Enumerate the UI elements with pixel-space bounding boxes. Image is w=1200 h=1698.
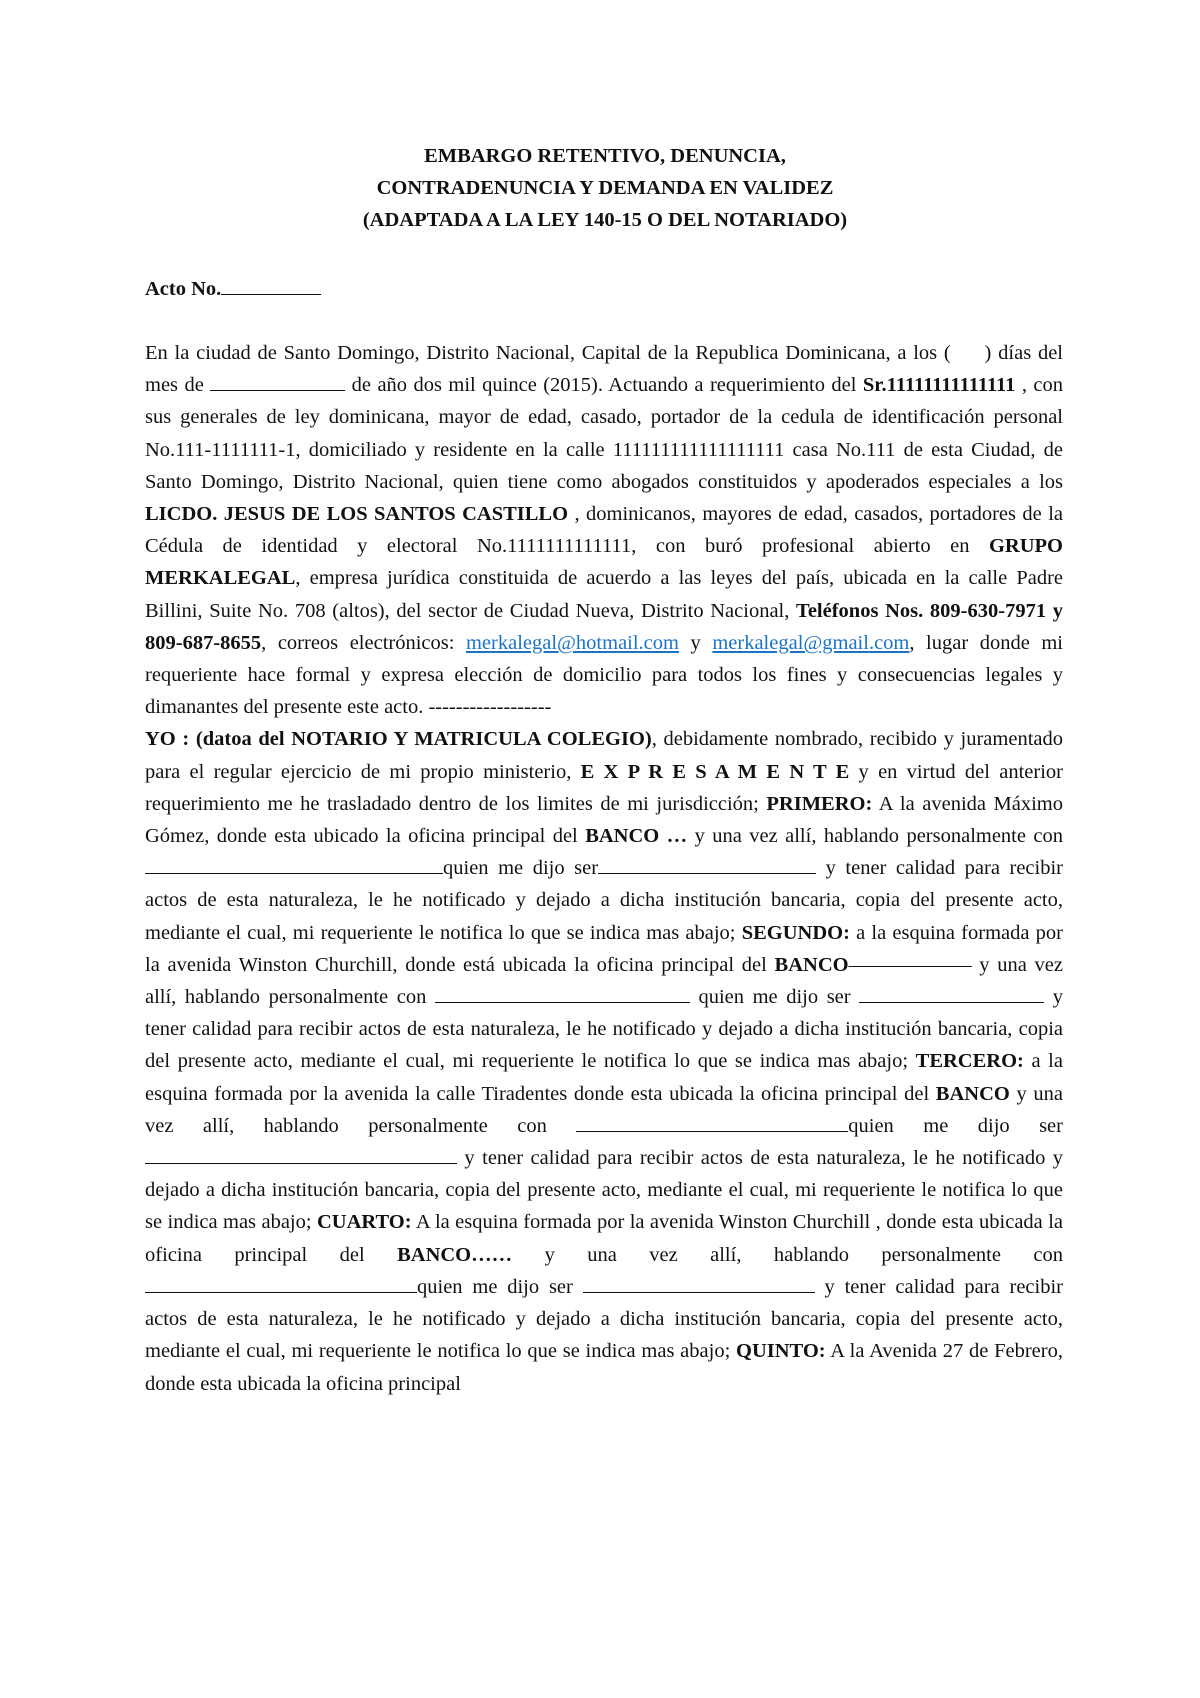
role-blank-4: [583, 1272, 815, 1293]
quinto-label: QUINTO:: [736, 1340, 826, 1363]
document-body: [145, 337, 1063, 1400]
text-span: En la ciudad de Santo Domingo, Distrito Nacional, Capital de la Republica Dominicana, a los ( ) días del mes de: [145, 342, 1063, 397]
text-span: A la esquina formada por la avenida Winston Churchill , donde esta ubicada la oficina principal del: [145, 1211, 1063, 1266]
paragraph-requerimiento: [145, 337, 1063, 723]
text-span: y en virtud del anterior requerimiento me he trasladado dentro de los limites de mi jurisdicción;: [145, 760, 1063, 815]
notary-heading: YO : (datoa del NOTARIO Y MATRICULA COLEGIO): [145, 728, 652, 751]
text-span: de año dos mil quince (2015). Actuando a requerimiento del: [345, 374, 863, 397]
text-span: quien me dijo ser: [689, 986, 860, 1009]
text-span: y una vez allí, hablando personalmente con: [145, 1082, 1063, 1137]
text-span: a la esquina formada por la avenida Winston Churchill, donde está ubicada la oficina principal del: [145, 921, 1063, 976]
role-blank-2: [859, 982, 1044, 1003]
text-span: , dominicanos, mayores de edad, casados, portadores de la Cédula de identidad y electoral No.1111111111111, con buró profesional abierto en: [145, 503, 1063, 558]
text-span: y tener calidad para recibir actos de esta naturaleza, le he notificado y dejado a dicha institución bancaria, copia del presente acto, mediante el cual, mi requeriente le notifica lo que se indica mas abajo;: [145, 1275, 1063, 1363]
text-span: y una vez allí, hablando personalmente con: [512, 1243, 1063, 1266]
text-span: , lugar donde mi requeriente hace formal y expresa elección de domicilio para todos los fines y consecuencias legales y dimanantes del presente este acto. ------------------: [145, 631, 1063, 719]
recipient-blank-3: [576, 1111, 848, 1132]
phone-numbers: Teléfonos Nos. 809-630-7971 y 809-687-8655: [145, 599, 1063, 654]
expresamente: E X P R E S A M E N T E: [580, 760, 850, 783]
text-span: , debidamente nombrado, recibido y juramentado para el regular ejercicio de mi propio ministerio,: [145, 728, 1063, 783]
segundo-label: SEGUNDO:: [741, 921, 850, 944]
text-span: y tener calidad para recibir actos de esta naturaleza, le he notificado y dejado a dicha institución bancaria, copia del presente acto, mediante el cual, mi requeriente le notifica lo que se indica mas abajo;: [145, 857, 1063, 944]
text-span: y: [678, 631, 713, 654]
dash-span: ——————: [848, 953, 972, 976]
recipient-blank-4: [145, 1272, 417, 1293]
text-span: y una vez allí, hablando personalmente con: [687, 825, 1063, 848]
role-blank-1: [598, 853, 816, 874]
text-span: quien me dijo ser: [443, 857, 599, 880]
banco-1: BANCO …: [585, 825, 688, 848]
firm-name: GRUPO MERKALEGAL: [145, 535, 1063, 590]
title-line-2: CONTRADENUNCIA Y DEMANDA EN VALIDEZ: [376, 177, 834, 199]
lawyer-name: LICDO. JESUS DE LOS SANTOS CASTILLO: [145, 503, 569, 526]
text-span: quien me dijo ser: [848, 1114, 1063, 1137]
recipient-blank-1: [145, 853, 443, 874]
banco-4: BANCO……: [397, 1243, 513, 1266]
text-span: a la esquina formada por la avenida la calle Tiradentes donde esta ubicada la oficina principal del: [145, 1050, 1063, 1105]
email-link-hotmail[interactable]: merkalegal@hotmail.com: [465, 631, 679, 654]
text-span: y tener calidad para recibir actos de esta naturaleza, le he notificado y dejado a dicha institución bancaria, copia del presente acto, mediante el cual, mi requeriente le notifica lo que se indica mas abajo;: [145, 1147, 1063, 1234]
text-span: A la Avenida 27 de Febrero, donde esta ubicada la oficina principal: [145, 1340, 1063, 1395]
client-name: Sr.11111111111111: [862, 374, 1016, 397]
text-span: y una vez allí, hablando personalmente con: [145, 953, 1064, 1009]
month-blank: [210, 370, 345, 391]
title-line-3: (ADAPTADA A LA LEY 140-15 O DEL NOTARIADO): [362, 209, 848, 231]
email-link-gmail[interactable]: merkalegal@gmail.com: [712, 631, 910, 654]
text-span: quien me dijo ser: [417, 1275, 583, 1298]
paragraph-notificaciones: [145, 723, 1063, 1399]
document-title: [145, 140, 1065, 236]
banco-2: BANCO: [774, 953, 849, 976]
recipient-blank-2: [435, 982, 690, 1003]
cuarto-label: CUARTO:: [316, 1211, 412, 1234]
tercero-label: TERCERO:: [915, 1050, 1024, 1073]
acto-label: Acto No.: [145, 278, 222, 300]
acto-number-blank: [221, 274, 321, 295]
text-span: , empresa jurídica constituida de acuerdo a las leyes del país, ubicada en la calle Padre Billini, Suite No. 708 (altos), del sector de Ciudad Nueva, Distrito Nacional,: [145, 567, 1063, 622]
text-span: y tener calidad para recibir actos de esta naturaleza, le he notificado y dejado a dicha institución bancaria, copia del presente acto, mediante el cual, mi requeriente le notifica lo que se indica mas abajo;: [145, 986, 1064, 1073]
text-span: A la avenida Máximo Gómez, donde esta ubicado la oficina principal del: [145, 792, 1063, 848]
role-blank-3: [145, 1143, 457, 1164]
title-line-1: EMBARGO RETENTIVO, DENUNCIA,: [424, 145, 786, 167]
banco-3: BANCO: [935, 1082, 1010, 1105]
primero-label: PRIMERO:: [766, 792, 873, 815]
text-span: , con sus generales de ley dominicana, mayor de edad, casado, portador de la cedula de identificación personal No.111-1111111-1, domiciliado y residente en la calle 111111111111111111 casa No.111 de esta Ciudad, de Santo Domingo, Distrito Nacional, quien tiene como abogados constituidos y apoderados especiales a los: [145, 374, 1063, 493]
text-span: , correos electrónicos:: [261, 631, 466, 654]
acto-number: [145, 274, 321, 301]
